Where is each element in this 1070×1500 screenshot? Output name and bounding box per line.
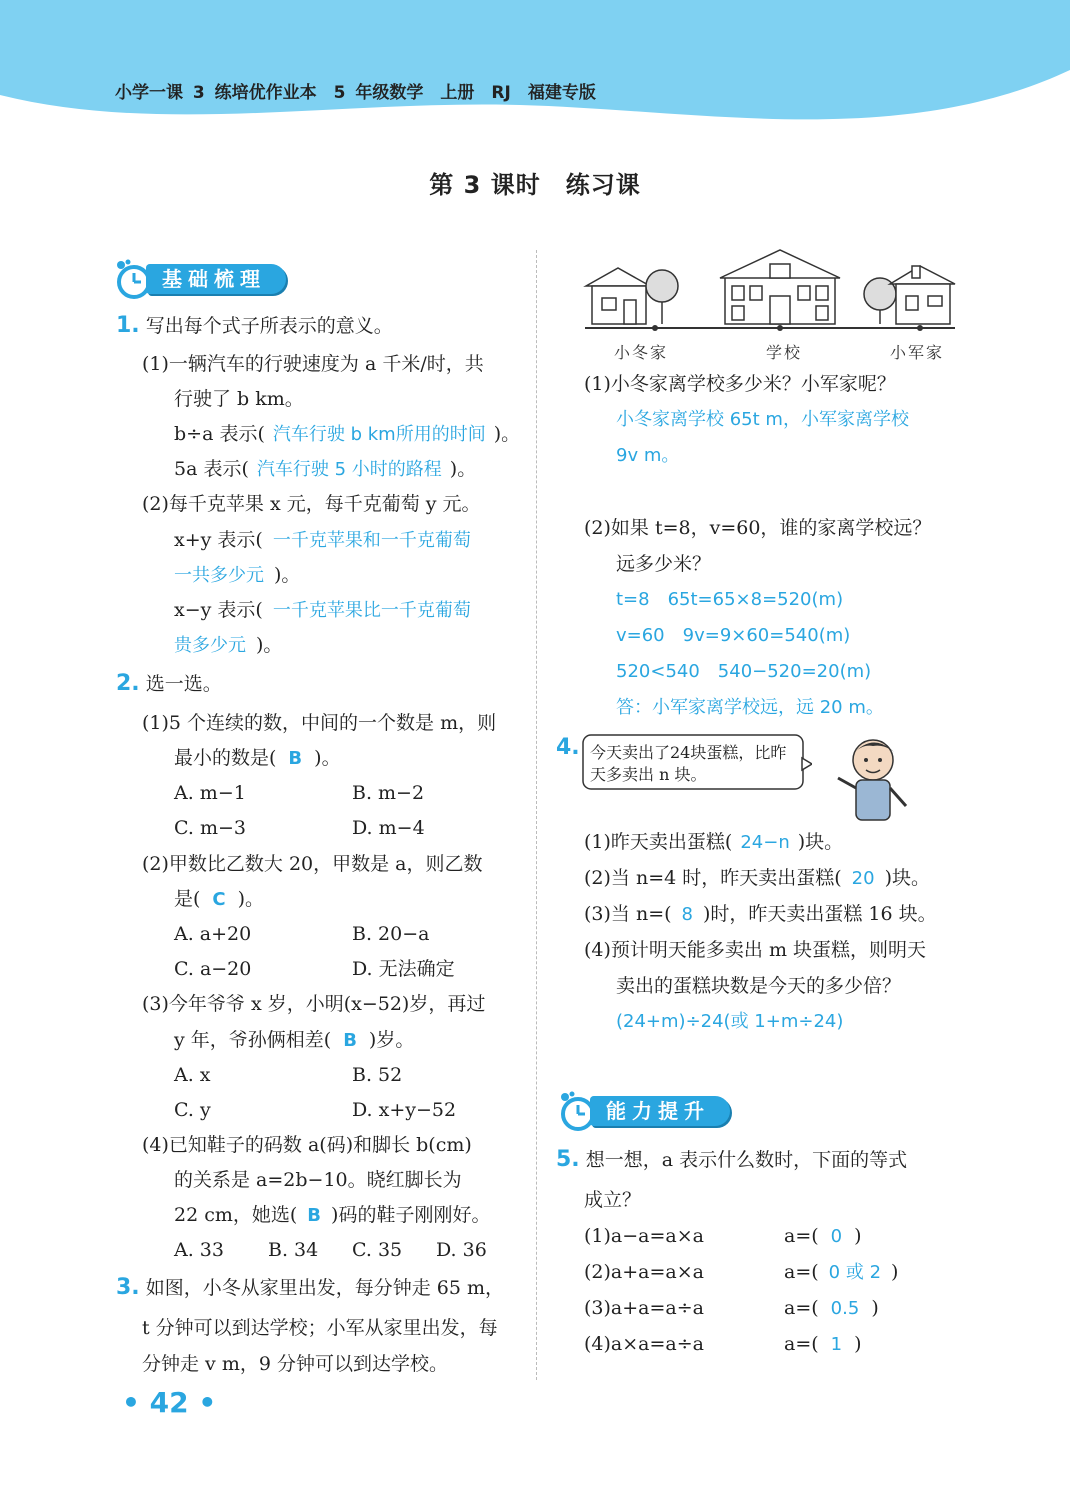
q3-line3: 分钟走 v m，9 分钟可以到达学校。 (142, 1353, 448, 1375)
speech-bubble-text (590, 742, 786, 786)
option-d: D. x+y−52 (352, 1099, 457, 1121)
q3-part2-question: (2)如果 t=8，v=60，谁的家离学校远？ (584, 517, 932, 539)
blank-suffix: )。 (274, 564, 301, 586)
column-divider (536, 250, 537, 1380)
q1-part1-a (174, 422, 520, 447)
q2-part3-line2 (174, 1028, 414, 1053)
option-d: D. 无法确定 (352, 958, 455, 980)
answer-choice: B (288, 748, 303, 769)
blank-prefix: (1)昨天卖出蛋糕( (584, 831, 733, 853)
option-c: C. a−20 (174, 958, 252, 980)
q5-line2: 成立？ (584, 1189, 642, 1211)
blank-suffix: )。 (314, 747, 341, 769)
q1-part2-a (174, 528, 471, 553)
blank-suffix: ) (854, 1225, 862, 1247)
blank-prefix: (2)当 n=4 时，昨天卖出蛋糕( (584, 867, 842, 889)
blank-suffix: )块。 (884, 867, 930, 889)
blank-suffix: )时，昨天卖出蛋糕 16 块。 (702, 903, 937, 925)
option-a: A. a+20 (174, 923, 252, 945)
q3-part1-answer-cont: 9v m。 (616, 445, 680, 466)
answer-text: 一共多少元 (174, 565, 264, 586)
answer-text: 一千克苹果比一千克葡萄 (272, 600, 471, 621)
q5-part2-equation: (2)a+a=a×a (584, 1261, 704, 1283)
blank-prefix: 最小的数是( (174, 747, 277, 769)
school-icon (720, 250, 840, 324)
label-school: 学校 (766, 343, 803, 362)
route-point (917, 325, 923, 331)
q3-part2-question-cont: 远多少米？ (616, 553, 712, 575)
q2-part4-line3 (174, 1203, 490, 1228)
question-number: 5. (556, 1147, 580, 1172)
blank-prefix: y 年，爷孙俩相差( (174, 1029, 332, 1051)
answer-text: 汽车行驶 5 小时的路程 (256, 459, 442, 480)
blank-prefix: a=( (784, 1333, 819, 1355)
q4-part4-line1: (4)预计明天能多卖出 m 块蛋糕，则明天 (584, 939, 927, 961)
question-4-number (556, 736, 580, 760)
answer-text: 0.5 (830, 1298, 860, 1319)
blank-suffix: ) (871, 1297, 879, 1319)
answer-text: 1 (830, 1334, 843, 1355)
q2-part3-line1: (3)今年爷爷 x 岁，小明(x−52)岁，再过 (142, 993, 486, 1015)
q5-part3-answer (784, 1296, 879, 1321)
blank-prefix: 22 cm，她选( (174, 1204, 298, 1226)
q2-part4-line1: (4)已知鞋子的码数 a(码)和脚长 b(cm) (142, 1134, 472, 1156)
q3-part2-answer: 520<540 540−520=20(m) (616, 661, 872, 682)
answer-choice: B (343, 1030, 357, 1051)
header-book-title: 小学一课 3 练培优作业本 5 年级数学 上册 RJ 福建专版 (115, 83, 596, 103)
q3-part1-question: (1)小冬家离学校多少米？小军家呢？ (584, 373, 896, 395)
q3-part2-conclusion: 答：小军家离学校远，远 20 m。 (616, 697, 884, 718)
header-wave-banner (0, 0, 1070, 150)
q2-part4-line2: 的关系是 a=2b−10。晓红脚长为 (174, 1169, 462, 1191)
question-3-heading (116, 1276, 504, 1300)
blank-suffix: )岁。 (368, 1029, 415, 1051)
question-1-heading (116, 314, 393, 338)
question-number: 1. (116, 313, 140, 338)
question-number: 2. (116, 671, 140, 696)
question-title: 写出每个式子所表示的意义。 (145, 315, 393, 337)
q5-part4-equation: (4)a×a=a÷a (584, 1333, 704, 1355)
blank-prefix: a=( (784, 1225, 819, 1247)
house-left-icon (586, 268, 678, 324)
boy-character-icon (818, 730, 928, 830)
section-badge-basic (112, 262, 312, 296)
answer-choice: B (307, 1205, 322, 1226)
option-d: D. 36 (436, 1239, 487, 1261)
q2-part2-line1: (2)甲数比乙数大 20，甲数是 a，则乙数 (142, 853, 483, 875)
q5-part3-equation: (3)a+a=a÷a (584, 1297, 704, 1319)
question-title: 选一选。 (145, 673, 222, 695)
bubble-line: 天多卖出 n 块。 (590, 765, 707, 784)
answer-text: 0 或 2 (828, 1262, 882, 1283)
blank-prefix: x+y 表示( (174, 529, 263, 551)
blank-suffix: )。 (449, 458, 477, 480)
label-xiaojun-home: 小军家 (890, 343, 945, 362)
label-xiaodong-home: 小冬家 (614, 343, 669, 362)
q1-part1-line2: 行驶了 b km。 (174, 388, 304, 410)
q4-part4-line2: 卖出的蛋糕块数是今天的多少倍？ (616, 975, 902, 997)
blank-suffix: )块。 (797, 831, 844, 853)
option-c: C. y (174, 1099, 211, 1121)
house-right-icon (864, 266, 955, 324)
answer-text: 0 (830, 1226, 843, 1247)
option-b: B. 34 (268, 1239, 319, 1261)
blank-prefix: 5a 表示( (174, 458, 249, 480)
q1-part2-a-cont (174, 563, 300, 588)
blank-prefix: b÷a 表示( (174, 423, 265, 445)
option-b: B. 52 (352, 1064, 403, 1086)
question-text: 如图，小冬从家里出发，每分钟走 65 m， (145, 1277, 504, 1299)
q3-line2: t 分钟可以到达学校；小军从家里出发，每 (142, 1317, 498, 1339)
blank-suffix: ) (891, 1261, 899, 1283)
option-d: D. m−4 (352, 817, 425, 839)
blank-prefix: 是( (174, 888, 201, 910)
q1-part1-b (174, 457, 476, 482)
answer-text: 8 (681, 904, 693, 925)
question-5-heading (556, 1148, 907, 1172)
option-c: C. m−3 (174, 817, 246, 839)
answer-text: 一千克苹果和一千克葡萄 (272, 530, 471, 551)
q1-part2-b (174, 598, 471, 623)
option-b: B. 20−a (352, 923, 430, 945)
q2-part2-line2 (174, 887, 264, 912)
q2-part1-line1: (1)5 个连续的数，中间的一个数是 m，则 (142, 712, 497, 734)
section-label: 基础梳理 (146, 264, 286, 294)
option-b: B. m−2 (352, 782, 425, 804)
route-point (777, 325, 783, 331)
answer-choice: C (212, 889, 226, 910)
q4-part3 (584, 902, 937, 927)
question-number: 4. (556, 735, 580, 760)
route-point (652, 325, 658, 331)
blank-prefix: a=( (784, 1297, 819, 1319)
q3-part2-answer: v=60 9v=9×60=540(m) (616, 625, 851, 646)
option-a: A. x (174, 1064, 211, 1086)
q4-part4-answer: (24+m)÷24(或 1+m÷24) (616, 1011, 844, 1032)
q1-part2-line1: (2)每千克苹果 x 元，每千克葡萄 y 元。 (142, 493, 481, 515)
q4-part1 (584, 830, 843, 855)
q3-part1-answer: 小冬家离学校 65t m，小军家离学校 (616, 409, 909, 430)
question-number: 3. (116, 1275, 140, 1300)
lesson-title: 第 3 课时 练习课 (429, 171, 641, 199)
q1-part2-b-cont (174, 633, 282, 658)
q2-part1-line2 (174, 746, 341, 771)
blank-prefix: (3)当 n=( (584, 903, 672, 925)
section-badge-advanced (556, 1094, 756, 1128)
answer-text: 贵多少元 (174, 635, 246, 656)
q5-part1-answer (784, 1224, 862, 1249)
answer-text: 汽车行驶 b km所用的时间 (272, 424, 486, 445)
q5-part2-answer (784, 1260, 898, 1285)
q3-part2-answer: t=8 65t=65×8=520(m) (616, 589, 844, 610)
blank-suffix: )。 (493, 423, 521, 445)
q1-part1-line1: (1)一辆汽车的行驶速度为 a 千米/时，共 (142, 353, 484, 375)
section-label: 能力提升 (590, 1096, 730, 1126)
blank-suffix: ) (854, 1333, 862, 1355)
question-2-heading (116, 672, 222, 696)
bubble-line: 今天卖出了24块蛋糕，比昨 (590, 743, 787, 762)
option-c: C. 35 (352, 1239, 403, 1261)
q4-part2 (584, 866, 930, 891)
option-a: A. m−1 (174, 782, 246, 804)
blank-suffix: )。 (237, 888, 265, 910)
option-a: A. 33 (174, 1239, 224, 1261)
q5-part1-equation: (1)a−a=a×a (584, 1225, 704, 1247)
page-number: • 42 • (122, 1386, 217, 1419)
blank-prefix: a=( (784, 1261, 819, 1283)
blank-suffix: )码的鞋子刚刚好。 (331, 1204, 491, 1226)
answer-text: 20 (851, 868, 875, 889)
q5-part4-answer (784, 1332, 862, 1357)
blank-suffix: )。 (256, 634, 283, 656)
answer-text: 24−n (740, 832, 790, 853)
blank-prefix: x−y 表示( (174, 599, 263, 621)
question-text: 想一想，a 表示什么数时，下面的等式 (585, 1149, 908, 1171)
